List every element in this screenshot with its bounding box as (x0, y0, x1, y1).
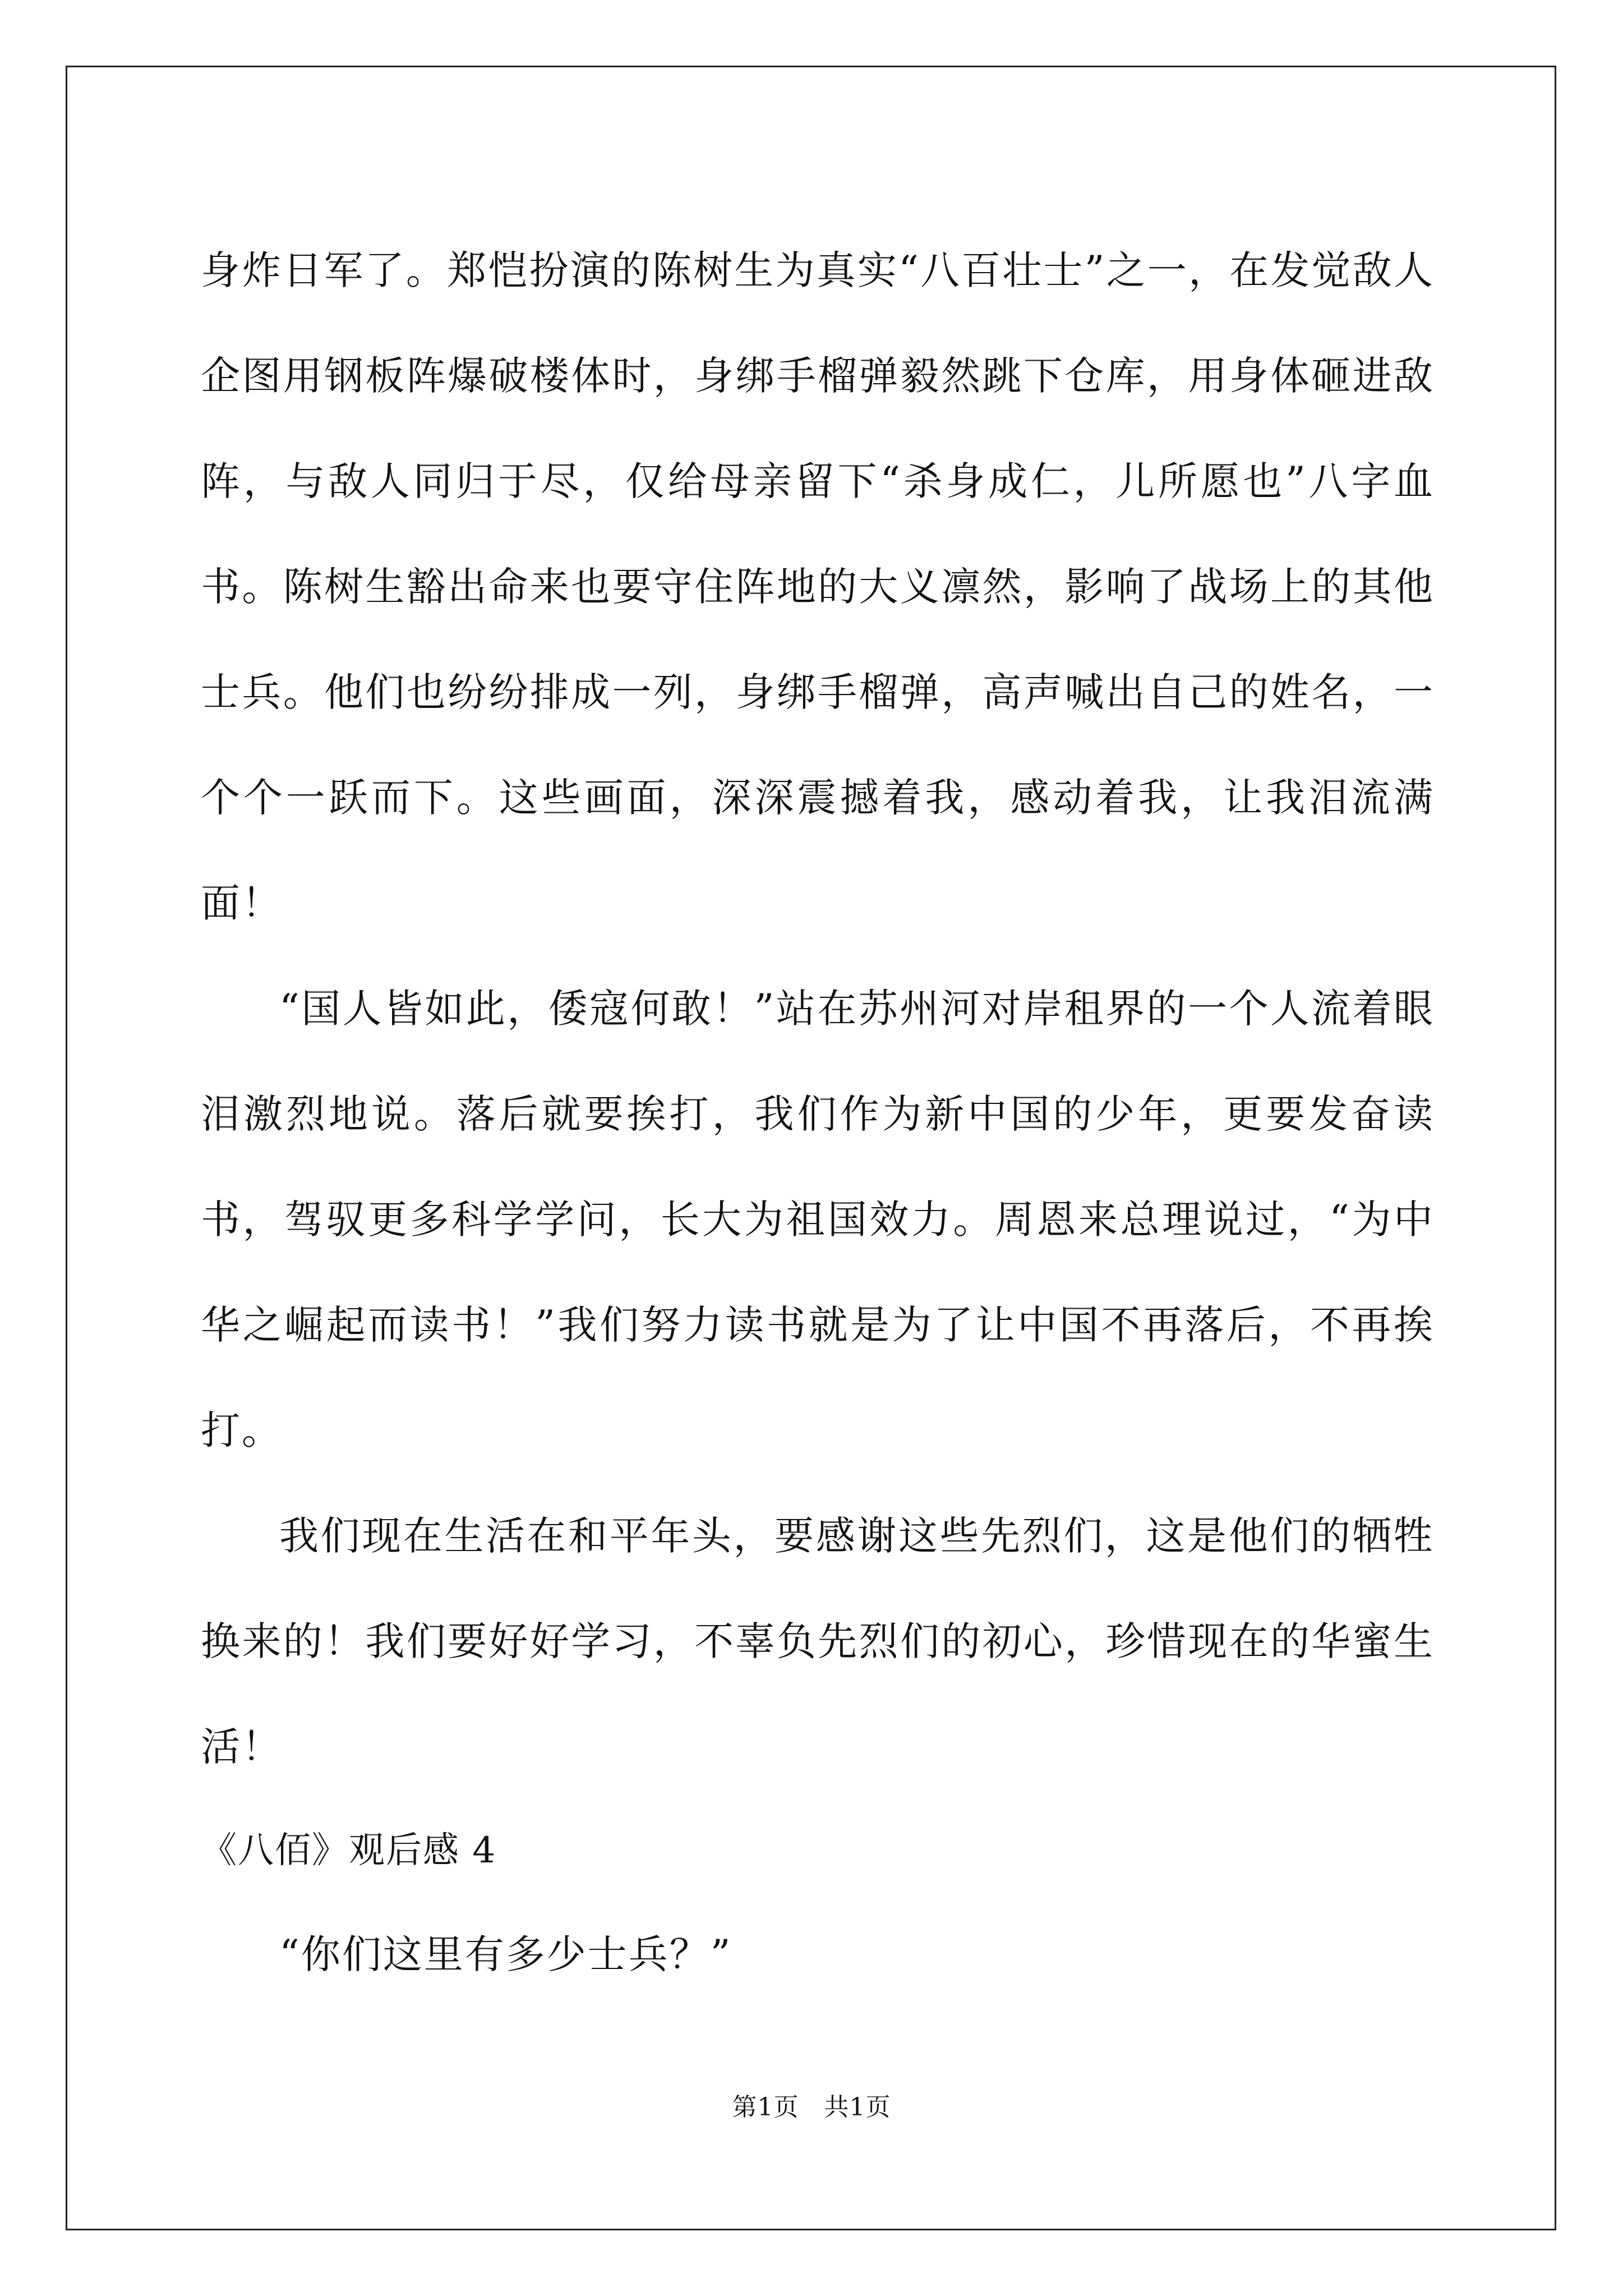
section-heading: 《八佰》观后感 4 (201, 1830, 497, 1871)
document-body (201, 218, 1435, 2007)
paragraph-gratitude: 我们现在生活在和平年头，要感谢这些先烈们，这是他们的牺牲换来的！我们要好好学习，不辜负先烈们的初心，珍惜现在的华蜜生活！ (201, 1513, 1435, 1770)
paragraph-continued: 身炸日军了。郑恺扮演的陈树生为真实“八百壮士”之一，在发觉敌人企图用钢板阵爆破楼体时，身绑手榴弹毅然跳下仓库，用身体砸进敌阵，与敌人同归于尽，仅给母亲留下“杀身成仁，儿所愿也”八字血书。陈树生豁出命来也要守住阵地的大义凛然，影响了战场上的其他士兵。他们也纷纷排成一列，身绑手榴弹，高声喊出自己的姓名，一个个一跃而下。这些画面，深深震撼着我，感动着我，让我泪流满面！ (201, 247, 1435, 926)
paragraph-quote-national: “国人皆如此，倭寇何敢！”站在苏州河对岸租界的一个人流着眼泪激烈地说。落后就要挨打，我们作为新中国的少年，更要发奋读书，驾驭更多科学学问，长大为祖国效力。周恩来总理说过，“为中华之崛起而读书！”我们努力读书就是为了让中国不再落后，不再挨打。 (201, 986, 1435, 1453)
page-footer: 第1页 共1页 (732, 2093, 891, 2122)
paragraph-question: “你们这里有多少士兵？” (279, 1931, 732, 1977)
